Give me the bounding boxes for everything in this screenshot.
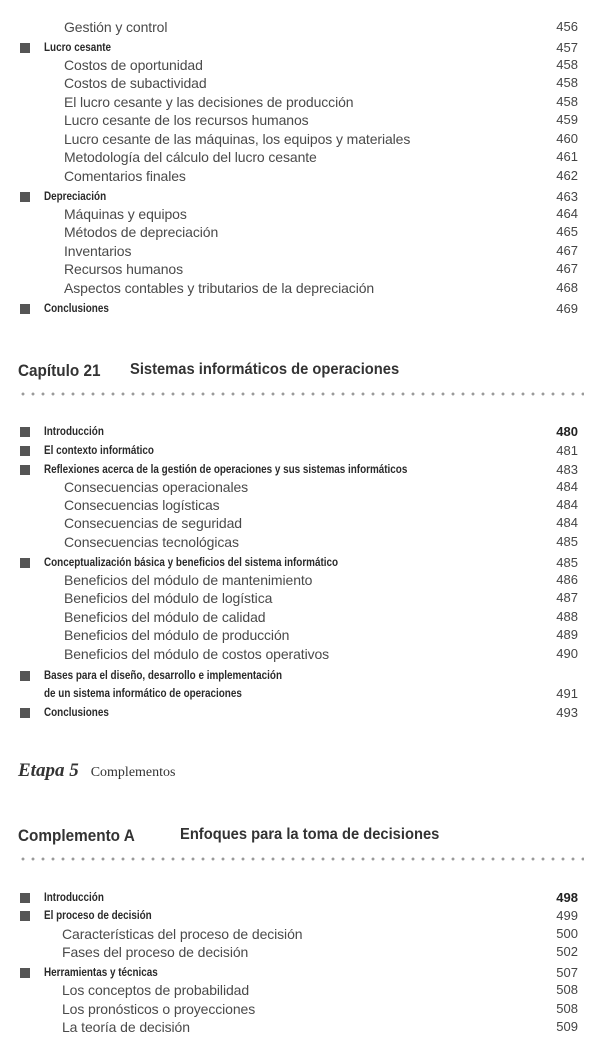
toc-entry-text: Comentarios finales <box>64 168 186 184</box>
toc-entry-page: 499 <box>556 908 578 923</box>
toc-entry-text: Fases del proceso de decisión <box>62 944 249 960</box>
toc-entry <box>0 907 600 925</box>
toc-entry-text: Lucro cesante <box>44 42 112 54</box>
square-bullet-icon <box>20 671 30 681</box>
toc-entry <box>0 461 600 479</box>
toc-entry-text: Costos de oportunidad <box>64 57 203 73</box>
toc-entry <box>0 423 600 441</box>
square-bullet-icon <box>20 465 30 475</box>
toc-entry <box>0 130 600 148</box>
toc-entry-text: Gestión y control <box>64 19 168 35</box>
toc-entry-text: Inventarios <box>64 243 132 259</box>
toc-entry-page: 468 <box>556 280 578 295</box>
toc-entry <box>0 205 600 223</box>
toc-entry <box>0 704 600 722</box>
toc-entry <box>0 571 600 589</box>
toc-entry-page: 485 <box>556 555 578 570</box>
toc-entry <box>0 889 600 907</box>
toc-entry <box>0 242 600 260</box>
toc-entry-page: 493 <box>556 705 578 720</box>
toc-entry-text: Beneficios del módulo de producción <box>64 627 290 643</box>
toc-entry <box>0 533 600 551</box>
toc-entry-text: La teoría de decisión <box>62 1019 190 1035</box>
toc-entry-page: 465 <box>556 224 578 239</box>
toc-entry-page: 509 <box>556 1019 578 1034</box>
toc-entry <box>0 188 600 206</box>
square-bullet-icon <box>20 708 30 718</box>
toc-entry-page: 500 <box>556 926 578 941</box>
dotted-divider <box>18 857 584 861</box>
toc-entry <box>0 300 600 318</box>
toc-entry <box>0 93 600 111</box>
toc-entry-page: 462 <box>556 168 578 183</box>
toc-entry-page: 460 <box>556 131 578 146</box>
toc-entry-text: Máquinas y equipos <box>64 206 187 222</box>
square-bullet-icon <box>20 968 30 978</box>
chapter-label: Capítulo 21 <box>18 361 101 380</box>
toc-entry <box>0 1018 600 1036</box>
toc-entry-text: Metodología del cálculo del lucro cesante <box>64 149 317 165</box>
toc-entry-text: Los conceptos de probabilidad <box>62 982 250 998</box>
toc-entry-text: Lucro cesante de las máquinas, los equipos y materiales <box>64 131 411 147</box>
complement-title: Enfoques para la toma de decisiones <box>180 826 440 843</box>
toc-entry-text-line2: de un sistema informático de operaciones <box>44 688 242 700</box>
toc-entry-text: El proceso de decisión <box>44 910 152 922</box>
toc-entry-text: Consecuencias logísticas <box>64 497 220 513</box>
stage-title: Complementos <box>90 765 176 780</box>
toc-entry <box>0 645 600 663</box>
toc-entry <box>0 260 600 278</box>
toc-entry-page: 463 <box>556 189 578 204</box>
toc-entry-page: 469 <box>556 301 578 316</box>
toc-entry-text: Beneficios del módulo de mantenimiento <box>64 572 313 588</box>
toc-entry-page: 507 <box>556 965 578 980</box>
toc-entry <box>0 442 600 460</box>
toc-entry-text: Los pronósticos o proyecciones <box>62 1001 256 1017</box>
toc-entry-page: 491 <box>556 686 578 701</box>
toc-entry-page: 459 <box>556 112 578 127</box>
toc-entry-page: 461 <box>556 149 578 164</box>
square-bullet-icon <box>20 304 30 314</box>
toc-entry-text: Lucro cesante de los recursos humanos <box>64 112 309 128</box>
toc-entry-page: 508 <box>556 1001 578 1016</box>
toc-entry <box>0 943 600 961</box>
square-bullet-icon <box>20 43 30 53</box>
toc-entry-page: 483 <box>556 462 578 477</box>
toc-entry-page: 456 <box>556 19 578 34</box>
toc-entry-text: Aspectos contables y tributarios de la depreciación <box>64 280 375 296</box>
toc-entry-text: Beneficios del módulo de costos operativos <box>64 646 330 662</box>
toc-entry-page: 498 <box>556 890 578 905</box>
toc-entry-text: Conceptualización básica y beneficios del sistema informático <box>44 557 339 569</box>
chapter-heading <box>18 361 400 381</box>
toc-entry-page: 487 <box>556 590 578 605</box>
toc-entry <box>0 514 600 532</box>
toc-entry <box>0 626 600 644</box>
toc-entry-text: Reflexiones acerca de la gestión de operaciones y sus sistemas informáticos <box>44 464 408 476</box>
toc-entry <box>0 74 600 92</box>
toc-entry-text: Costos de subactividad <box>64 75 207 91</box>
toc-entry <box>0 981 600 999</box>
toc-entry-multiline <box>0 667 600 703</box>
square-bullet-icon <box>20 192 30 202</box>
toc-entry-text: Introducción <box>44 426 104 438</box>
toc-entry-page: 484 <box>556 497 578 512</box>
toc-entry-page: 502 <box>556 944 578 959</box>
square-bullet-icon <box>20 427 30 437</box>
toc-entry-text-line1: Bases para el diseño, desarrollo e implementación <box>44 670 283 682</box>
toc-entry-page: 488 <box>556 609 578 624</box>
stage-heading <box>18 760 175 782</box>
toc-entry <box>0 148 600 166</box>
toc-entry-page: 508 <box>556 982 578 997</box>
toc-entry-text: Conclusiones <box>44 303 109 315</box>
toc-entry-page: 467 <box>556 261 578 276</box>
toc-entry-text: Consecuencias de seguridad <box>64 515 242 531</box>
toc-entry <box>0 589 600 607</box>
square-bullet-icon <box>20 893 30 903</box>
toc-entry-text: Conclusiones <box>44 707 109 719</box>
toc-entry <box>0 18 600 36</box>
toc-entry-text: Consecuencias operacionales <box>64 479 249 495</box>
toc-entry-text: Beneficios del módulo de calidad <box>64 609 266 625</box>
toc-entry-text: Beneficios del módulo de logística <box>64 590 273 606</box>
toc-entry-page: 484 <box>556 515 578 530</box>
square-bullet-icon <box>20 911 30 921</box>
toc-entry-page: 467 <box>556 243 578 258</box>
toc-entry-page: 480 <box>556 424 578 439</box>
toc-entry-text: Métodos de depreciación <box>64 224 219 240</box>
toc-entry-page: 490 <box>556 646 578 661</box>
toc-entry <box>0 223 600 241</box>
toc-entry <box>0 279 600 297</box>
toc-entry <box>0 111 600 129</box>
toc-entry-text: Introducción <box>44 892 104 904</box>
stage-label: Etapa 5 <box>18 760 79 781</box>
toc-entry-text: El lucro cesante y las decisiones de producción <box>64 94 354 110</box>
square-bullet-icon <box>20 558 30 568</box>
toc-entry-text: El contexto informático <box>44 445 154 457</box>
toc-entry <box>0 1000 600 1018</box>
complement-heading <box>18 826 440 846</box>
toc-entry <box>0 964 600 982</box>
toc-entry-page: 458 <box>556 57 578 72</box>
toc-entry <box>0 608 600 626</box>
toc-entry <box>0 925 600 943</box>
chapter-title: Sistemas informáticos de operaciones <box>130 361 400 378</box>
toc-entry <box>0 56 600 74</box>
toc-entry-page: 458 <box>556 75 578 90</box>
toc-entry <box>0 39 600 57</box>
square-bullet-icon <box>20 446 30 456</box>
toc-entry-page: 457 <box>556 40 578 55</box>
toc-entry-page: 489 <box>556 627 578 642</box>
toc-entry <box>0 496 600 514</box>
toc-entry-text: Depreciación <box>44 191 107 203</box>
toc-entry-page: 484 <box>556 479 578 494</box>
toc-entry-text: Consecuencias tecnológicas <box>64 534 239 550</box>
toc-entry-text: Herramientas y técnicas <box>44 967 158 979</box>
toc-entry-page: 486 <box>556 572 578 587</box>
toc-entry <box>0 167 600 185</box>
toc-entry <box>0 554 600 572</box>
toc-entry-page: 464 <box>556 206 578 221</box>
toc-entry-text: Recursos humanos <box>64 261 184 277</box>
toc-entry-page: 481 <box>556 443 578 458</box>
toc-entry-text: Características del proceso de decisión <box>62 926 303 942</box>
toc-entry-page: 458 <box>556 94 578 109</box>
toc-entry-page: 485 <box>556 534 578 549</box>
complement-label: Complemento A <box>18 826 135 845</box>
dotted-divider <box>18 392 584 396</box>
toc-entry <box>0 478 600 496</box>
